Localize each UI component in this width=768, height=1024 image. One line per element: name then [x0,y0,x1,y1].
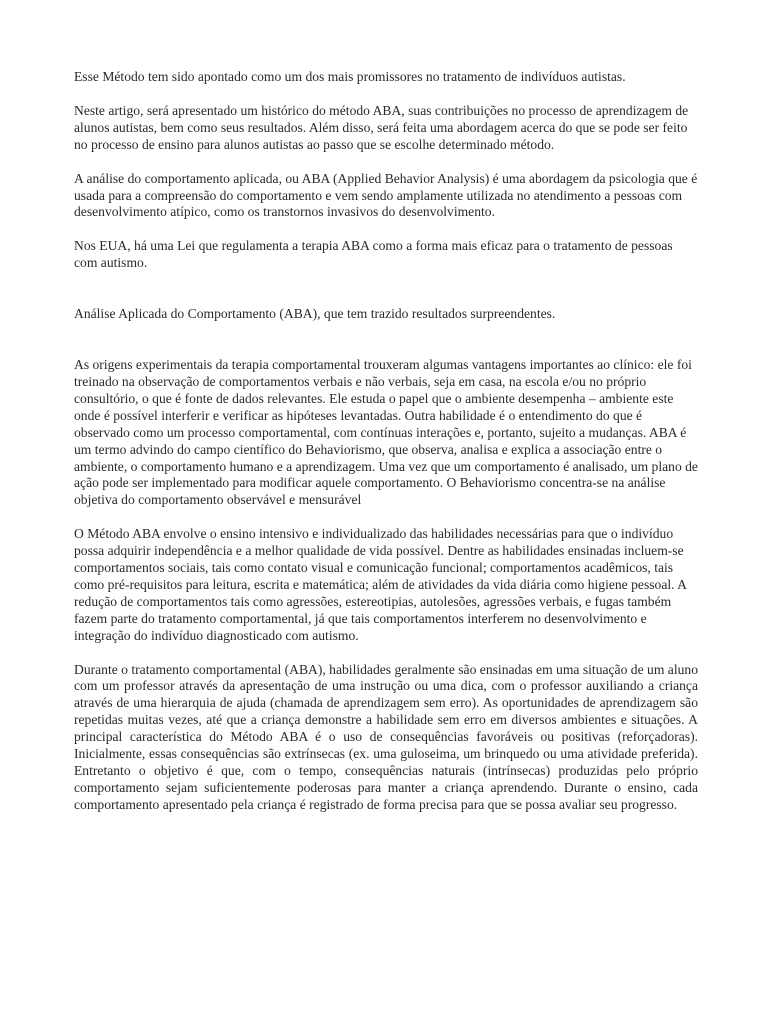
paragraph-aba-definition: A análise do comportamento aplicada, ou ABA (Applied Behavior Analysis) é uma abordagem da psicologia que é usada para a compreensão do comportamento e vem sendo amplamente utilizada no atendimento a pessoas com desenvolvimento atípico, como os transtornos invasivos do desenvolvimento. [74,170,698,220]
paragraph-intro: Esse Método tem sido apontado como um dos mais promissores no tratamento de indivíduos autistas. [74,69,626,84]
paragraph-usa-law: Nos EUA, há uma Lei que regulamenta a terapia ABA como a forma mais eficaz para o tratamento de pessoas com autismo. [74,238,673,271]
paragraph-article-overview: Neste artigo, será apresentado um histórico do método ABA, suas contribuições no processo de aprendizagem de alunos autistas, bem como seus resultados. Além disso, será feita uma abordagem acerca do que se pode ser feito no processo de ensino para alunos autistas ao passo que se escolhe determinado método. [74,102,689,152]
paragraph-aba-method: O Método ABA envolve o ensino intensivo e individualizado das habilidades necessárias para que o indivíduo possa adquirir independência e a melhor qualidade de vida possível. Dentre as habilidades ensinadas incluem-se comportamentos sociais, tais como contato visual e comunicação funcional; comportamentos acadêmicos, tais como pré-requisitos para leitura, escrita e matemática; além de atividades da vida diária como higiene pessoal. A redução de comportamentos tais como agressões, estereotipias, autolesões, agressões verbais, e fugas também fazem parte do tratamento comportamental, já que tais comportamentos interferem no desenvolvimento e integração do indivíduo diagnosticado com autismo. [74,526,687,643]
document-page [74,69,698,814]
paragraph-origins: As origens experimentais da terapia comportamental trouxeram algumas vantagens importantes ao clínico: ele foi treinado na observação de comportamentos verbais e não verbais, seja em casa, na escola e/ou no próprio consultório, o que é fonte de dados relevantes. Ele estuda o papel que o ambiente desempenha – ambiente este onde é possível interferir e verificar as hipóteses levantadas. Outra habilidade é o entendimento do que é observado como um processo comportamental, com contínuas interações e, portanto, sujeito a mudanças. ABA é um termo advindo do campo científico do Behaviorismo, que observa, analisa e explica a associação entre o ambiente, o comportamento humano e a aprendizagem. Uma vez que um comportamento é analisado, um plano de ação pode ser implementado para modificar aquele comportamento. O Behaviorismo concentra-se na análise objetiva do comportamento observável e mensurável [74,357,698,508]
paragraph-treatment: Durante o tratamento comportamental (ABA), habilidades geralmente são ensinadas em uma situação de um aluno com um professor através da apresentação de uma instrução ou uma dica, com o professor auxiliando a criança através de uma hierarquia de ajuda (chamada de aprendizagem sem erro). As oportunidades de aprendizagem são repetidas muitas vezes, até que a criança demonstre a habilidade sem erro em diversos ambientes e situações. A principal característica do Método ABA é o uso de consequências favoráveis ou positivas (reforçadoras). Inicialmente, essas consequências são extrínsecas (ex. uma guloseima, um brinquedo ou uma atividade preferida). Entretanto o objetivo é que, com o tempo, consequências naturais (intrínsecas) produzidas pelo próprio comportamento sejam suficientemente poderosas para manter a criança aprendendo. Durante o ensino, cada comportamento apresentado pela criança é registrado de forma precisa para que se possa avaliar seu progresso. [74,661,698,812]
paragraph-aba-results: Análise Aplicada do Comportamento (ABA), que tem trazido resultados surpreendentes. [74,306,556,322]
